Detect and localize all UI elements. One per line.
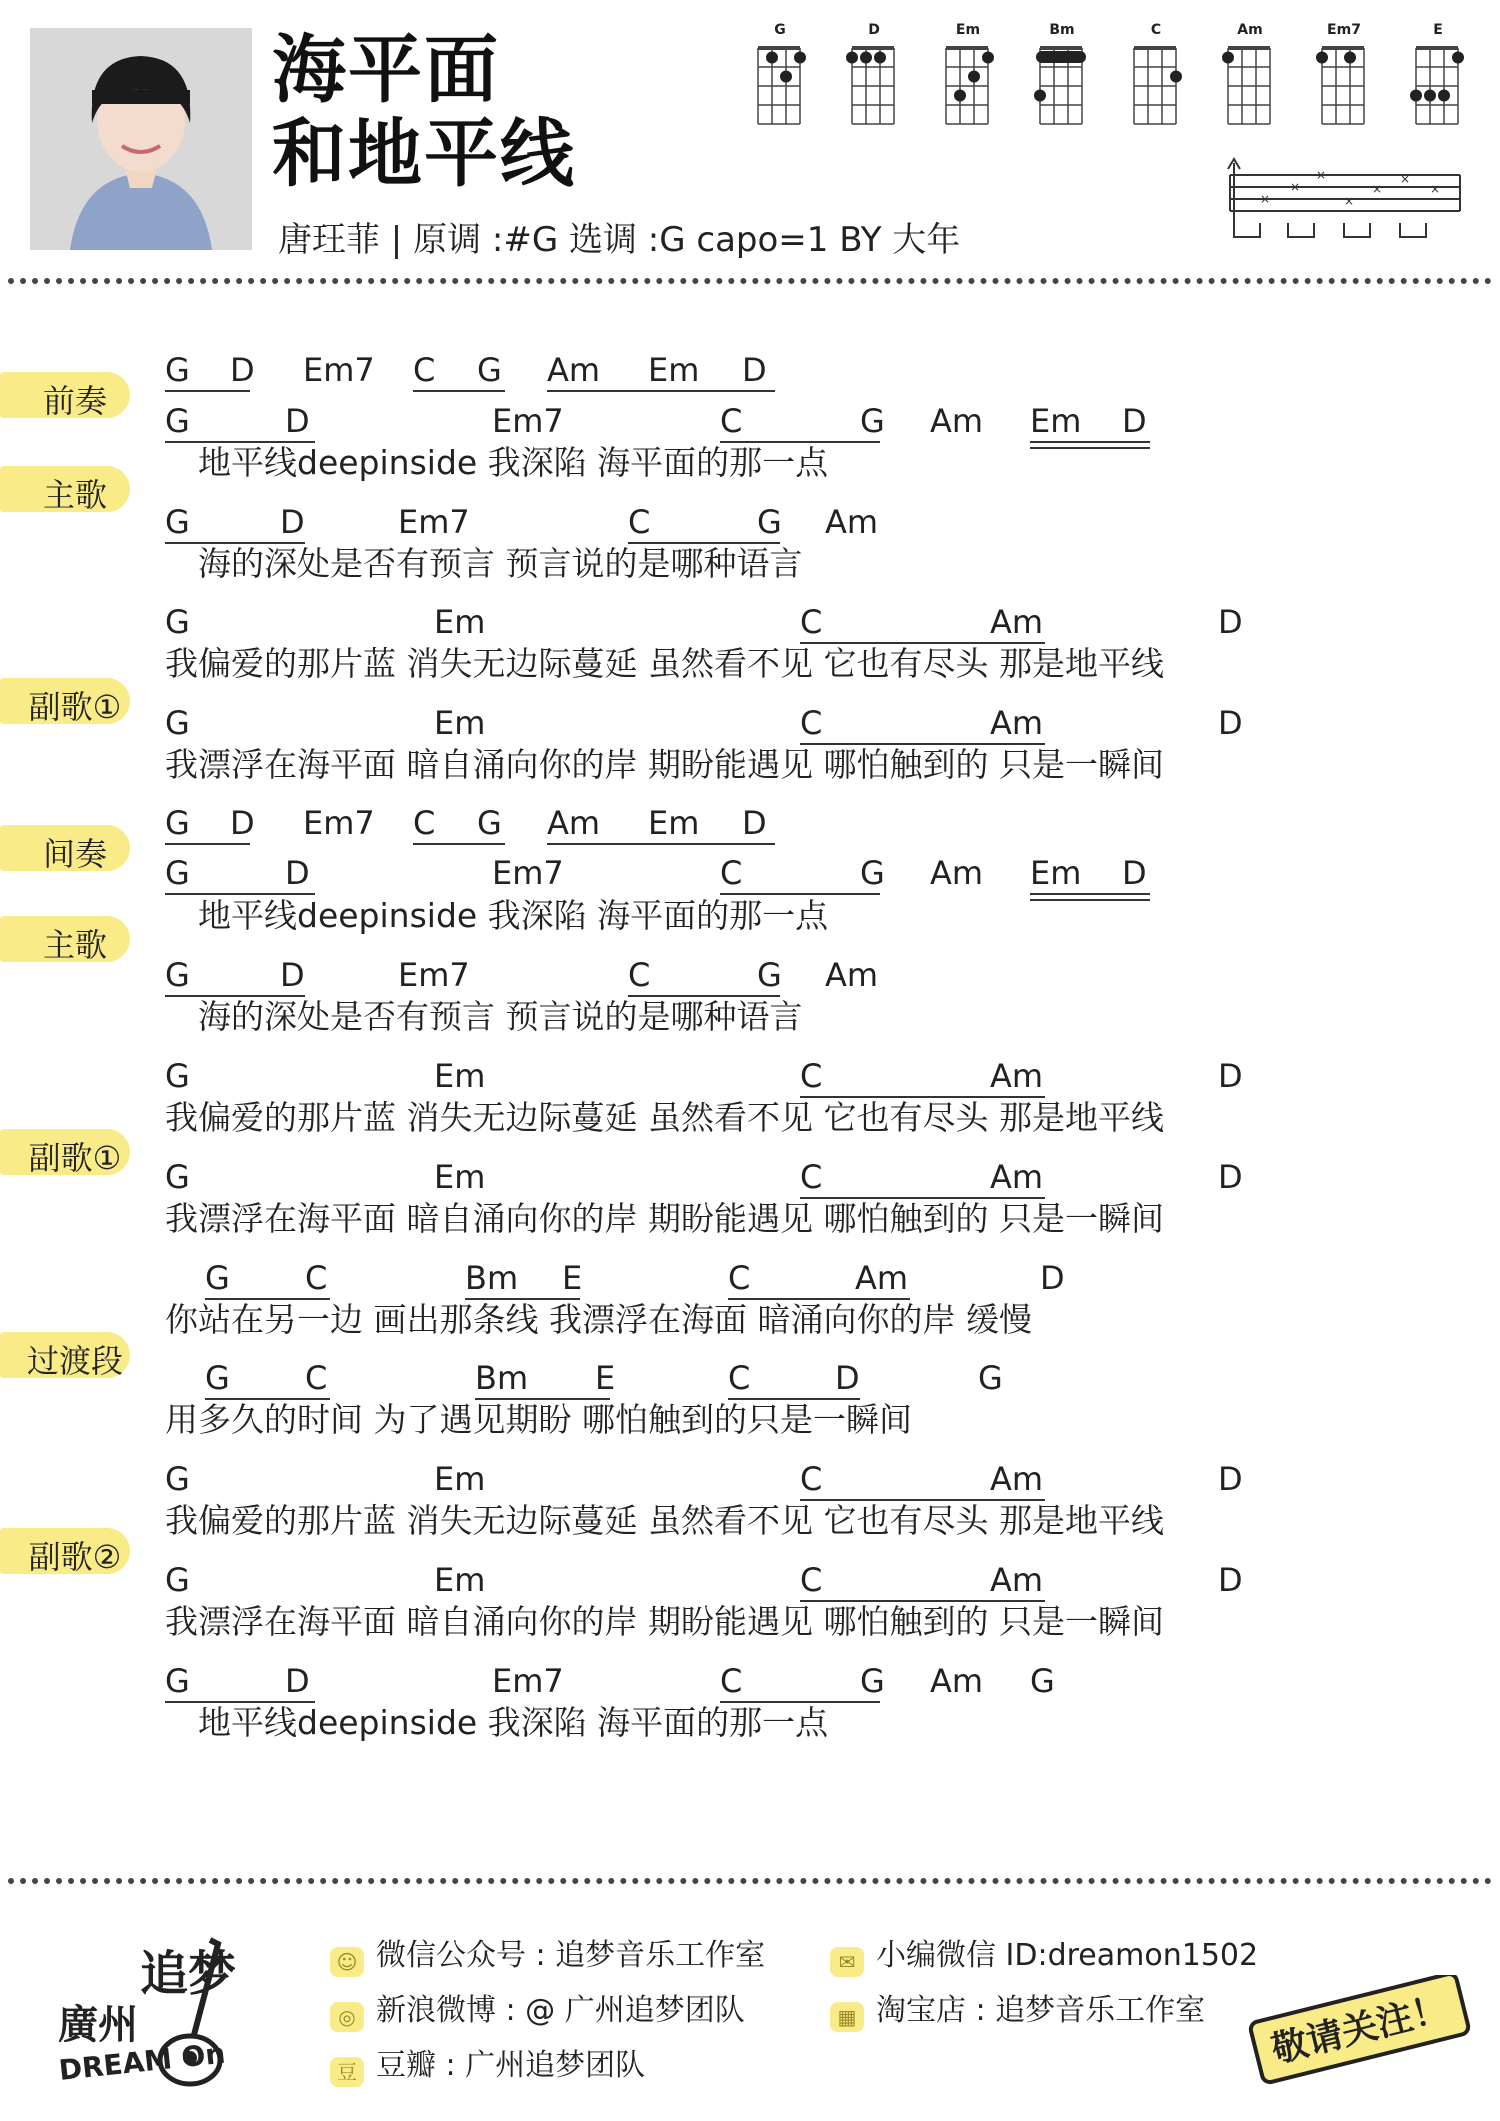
- chord-label: G: [978, 1359, 1003, 1397]
- section-label: [0, 1518, 170, 1582]
- song-meta: 唐玨菲 | 原调 :#G 选调 :G capo=1 BY 大年: [278, 220, 961, 260]
- svg-text:×: ×: [1400, 172, 1411, 186]
- douban-icon: 豆: [330, 2057, 364, 2087]
- section-label: [0, 906, 170, 970]
- chord-label: G: [165, 503, 190, 541]
- section-label: [0, 668, 170, 732]
- chord-label: G: [165, 1460, 190, 1498]
- chord-label: C: [800, 1561, 823, 1599]
- chord-label: Am: [547, 804, 601, 842]
- chord-label: Am: [930, 402, 984, 440]
- section-label-text: 副歌①: [28, 1139, 122, 1177]
- lyric-line: 海的深处是否有预言 预言说的是哪种语言: [198, 997, 803, 1036]
- chord-label: G: [165, 603, 190, 641]
- chord-beat-line: [1030, 441, 1150, 443]
- chord-label: G: [165, 1662, 190, 1700]
- section-label: [0, 362, 170, 426]
- finger-dot: [1452, 52, 1464, 64]
- chord-label: E: [562, 1259, 583, 1297]
- contact-taobao: [830, 1985, 1205, 2032]
- chord-label: G: [1030, 1662, 1055, 1700]
- section-label: [0, 1322, 170, 1386]
- chord-diagram-em7: [1312, 22, 1376, 132]
- chord-beat-line: [165, 843, 250, 845]
- section-label-text: 副歌②: [28, 1538, 122, 1576]
- chord-label: D: [1218, 603, 1243, 641]
- weibo-icon: ◎: [330, 2002, 364, 2032]
- chord-label: Am: [990, 1158, 1044, 1196]
- chord-label: D: [280, 956, 305, 994]
- chord-beat-line: [413, 843, 505, 845]
- chord-label: Em7: [492, 402, 564, 440]
- top-separator: [8, 278, 1492, 284]
- chord-label: Am: [825, 956, 879, 994]
- contact-douban-text: 豆瓣 : 广州追梦团队: [376, 2048, 646, 2083]
- chord-label: Am: [990, 1460, 1044, 1498]
- chord-label: C: [800, 704, 823, 742]
- chord-beat-line: [165, 893, 315, 895]
- chord-beat-line: [413, 390, 505, 392]
- section-label: [0, 456, 170, 520]
- chord-diagram-d: [842, 22, 906, 132]
- lyric-line: 海的深处是否有预言 预言说的是哪种语言: [198, 544, 803, 583]
- chord-diagram-chart: [748, 22, 1476, 132]
- chord-label: Am: [855, 1259, 909, 1297]
- contact-wechat-text: 微信公众号 : 追梦音乐工作室: [376, 1938, 766, 1973]
- contact-editor: [830, 1930, 1258, 1977]
- finger-dot: [1438, 90, 1450, 102]
- chord-diagram-c: [1124, 22, 1188, 132]
- chat-icon: ✉: [830, 1947, 864, 1977]
- song-title: [272, 28, 576, 196]
- chord-label: C: [800, 1057, 823, 1095]
- finger-dot: [1410, 90, 1422, 102]
- finger-dot: [1344, 52, 1356, 64]
- lyric-line: 你站在另一边 画出那条线 我漂浮在海面 暗涌向你的岸 缓慢: [165, 1300, 1032, 1339]
- bottom-separator: [8, 1878, 1492, 1884]
- chord-diagram-e: [1406, 22, 1470, 132]
- chord-label: Em: [434, 704, 486, 742]
- lyric-line: 我漂浮在海平面 暗自涌向你的岸 期盼能遇见 哪怕触到的 只是一瞬间: [165, 1199, 1164, 1238]
- svg-text:×: ×: [1430, 182, 1441, 196]
- chord-label: C: [413, 351, 436, 389]
- chord-diagram-name: D: [868, 22, 880, 38]
- chord-label: C: [800, 1460, 823, 1498]
- chord-diagram-em: [936, 22, 1000, 132]
- svg-text:×: ×: [1316, 168, 1327, 182]
- fretboard-grid: [842, 42, 906, 132]
- section-label-text: 主歌: [42, 926, 107, 964]
- fretboard-grid: [1406, 42, 1470, 132]
- chord-label: G: [165, 1158, 190, 1196]
- chord-diagram-name: Am: [1237, 22, 1263, 38]
- chord-diagram-bm: [1030, 22, 1094, 132]
- svg-text:×: ×: [1372, 182, 1383, 196]
- lyric-line: 我偏爱的那片蓝 消失无边际蔓延 虽然看不见 它也有尽头 那是地平线: [165, 1501, 1164, 1540]
- finger-dot: [1170, 71, 1182, 83]
- chord-label: G: [860, 402, 885, 440]
- finger-dot: [1316, 52, 1328, 64]
- chord-label: Em: [434, 1561, 486, 1599]
- chord-label: C: [720, 1662, 743, 1700]
- wechat-icon: ☺: [330, 1947, 364, 1977]
- chord-label: D: [280, 503, 305, 541]
- chord-diagram-name: Em7: [1327, 22, 1361, 38]
- chord-label: Em: [1030, 854, 1082, 892]
- chord-label: D: [1122, 854, 1147, 892]
- finger-dot: [1222, 52, 1234, 64]
- logo-brand: DREAM On: [57, 2036, 227, 2087]
- chord-label: Em: [1030, 402, 1082, 440]
- chord-label: E: [595, 1359, 616, 1397]
- chord-label: G: [757, 503, 782, 541]
- logo-title: 追梦: [140, 1946, 237, 2002]
- logo-sub: 廣州: [58, 2002, 138, 2048]
- chord-label: G: [165, 402, 190, 440]
- chord-label: G: [477, 351, 502, 389]
- chord-label: D: [285, 402, 310, 440]
- chord-label: C: [413, 804, 436, 842]
- studio-logo: [40, 1920, 300, 2100]
- chord-label: D: [835, 1359, 860, 1397]
- chord-label: D: [742, 804, 767, 842]
- chord-label: Am: [990, 1057, 1044, 1095]
- chord-label: Em7: [303, 804, 375, 842]
- chord-label: C: [720, 854, 743, 892]
- chord-label: D: [285, 1662, 310, 1700]
- svg-text:×: ×: [1344, 194, 1355, 208]
- lyric-line: 用多久的时间 为了遇见期盼 哪怕触到的只是一瞬间: [165, 1400, 912, 1439]
- lyric-line: 我偏爱的那片蓝 消失无边际蔓延 虽然看不见 它也有尽头 那是地平线: [165, 644, 1164, 683]
- fretboard-grid: [748, 42, 812, 132]
- follow-text: 敬请关注！: [1267, 1987, 1453, 2072]
- contact-taobao-text: 淘宝店 : 追梦音乐工作室: [876, 1993, 1206, 2028]
- section-label-text: 间奏: [42, 835, 107, 873]
- chord-label: G: [165, 351, 190, 389]
- contact-wechat: [330, 1930, 765, 1977]
- chord-diagram-name: G: [774, 22, 786, 38]
- chord-label: G: [165, 804, 190, 842]
- section-label: [0, 1119, 170, 1183]
- chord-label: D: [230, 804, 255, 842]
- chord-label: Am: [990, 603, 1044, 641]
- svg-text:×: ×: [1260, 192, 1271, 206]
- contact-weibo-text: 新浪微博 : @ 广州追梦团队: [376, 1993, 745, 2028]
- fretboard-grid: [1030, 42, 1094, 132]
- chord-label: G: [757, 956, 782, 994]
- chord-diagram-g: [748, 22, 812, 132]
- section-label-text: 前奏: [42, 382, 107, 420]
- chord-label: Em: [434, 1158, 486, 1196]
- chord-beat-line: [547, 390, 775, 392]
- chord-label: D: [1218, 704, 1243, 742]
- chord-label: Am: [990, 1561, 1044, 1599]
- lyric-line: 地平线deepinside 我深陷 海平面的那一点: [198, 443, 829, 482]
- finger-dot: [846, 52, 858, 64]
- chord-label: D: [1040, 1259, 1065, 1297]
- lyric-line: 我偏爱的那片蓝 消失无边际蔓延 虽然看不见 它也有尽头 那是地平线: [165, 1098, 1164, 1137]
- chord-label: Em: [434, 603, 486, 641]
- contact-weibo: [330, 1985, 745, 2032]
- finger-dot: [1034, 90, 1046, 102]
- finger-dot: [780, 71, 792, 83]
- finger-dot: [874, 52, 886, 64]
- chord-label: C: [728, 1259, 751, 1297]
- chord-label: C: [728, 1359, 751, 1397]
- chord-diagram-name: Bm: [1049, 22, 1075, 38]
- fretboard-grid: [1312, 42, 1376, 132]
- chord-label: C: [628, 956, 651, 994]
- chord-beat-line: [720, 893, 880, 895]
- svg-text:×: ×: [1290, 180, 1301, 194]
- chord-beat-line: [165, 390, 250, 392]
- chord-label: Am: [547, 351, 601, 389]
- chord-label: C: [800, 603, 823, 641]
- finger-dot: [794, 52, 806, 64]
- chord-label: G: [165, 1057, 190, 1095]
- chord-label: G: [165, 1561, 190, 1599]
- lyric-line: 地平线deepinside 我深陷 海平面的那一点: [198, 1703, 829, 1742]
- chord-label: Am: [930, 854, 984, 892]
- chord-beat-line: [547, 843, 775, 845]
- chord-label: G: [860, 854, 885, 892]
- chord-diagram-name: Em: [955, 22, 981, 38]
- chord-label: Am: [930, 1662, 984, 1700]
- chord-label: Em7: [492, 1662, 564, 1700]
- fretboard-grid: [1218, 42, 1282, 132]
- chord-label: Em7: [303, 351, 375, 389]
- section-label: [0, 815, 170, 879]
- chord-label: G: [165, 704, 190, 742]
- chord-beat-line: [1030, 447, 1150, 449]
- lyric-line: 我漂浮在海平面 暗自涌向你的岸 期盼能遇见 哪怕触到的 只是一瞬间: [165, 745, 1164, 784]
- taobao-icon: ▦: [830, 2002, 864, 2032]
- chord-diagram-am: [1218, 22, 1282, 132]
- chord-label: D: [1218, 1158, 1243, 1196]
- strum-pattern: [1220, 155, 1470, 255]
- chord-diagram-name: E: [1433, 22, 1443, 38]
- chord-label: D: [742, 351, 767, 389]
- chord-label: Em: [434, 1057, 486, 1095]
- chord-label: G: [205, 1259, 230, 1297]
- chord-beat-line: [1030, 899, 1150, 901]
- lyric-line: 我漂浮在海平面 暗自涌向你的岸 期盼能遇见 哪怕触到的 只是一瞬间: [165, 1602, 1164, 1641]
- chord-label: D: [1218, 1460, 1243, 1498]
- chord-label: G: [165, 956, 190, 994]
- chord-label: G: [477, 804, 502, 842]
- chord-label: C: [305, 1259, 328, 1297]
- chord-label: D: [230, 351, 255, 389]
- chord-label: C: [800, 1158, 823, 1196]
- section-label-text: 主歌: [42, 476, 107, 514]
- chord-label: C: [628, 503, 651, 541]
- chord-label: Bm: [465, 1259, 519, 1297]
- finger-dot: [1424, 90, 1436, 102]
- chord-label: D: [1218, 1561, 1243, 1599]
- chord-label: Bm: [475, 1359, 529, 1397]
- contact-douban: [330, 2040, 645, 2087]
- finger-dot: [766, 52, 778, 64]
- chord-label: D: [1218, 1057, 1243, 1095]
- title-line-2: 和地平线: [272, 111, 576, 197]
- chord-label: Em: [648, 351, 700, 389]
- chord-label: Am: [825, 503, 879, 541]
- title-line-1: 海平面: [272, 27, 500, 113]
- finger-dot: [968, 71, 980, 83]
- chord-label: G: [860, 1662, 885, 1700]
- finger-dot: [982, 52, 994, 64]
- chord-label: C: [720, 402, 743, 440]
- chord-beat-line: [1030, 893, 1150, 895]
- chord-label: Em7: [398, 503, 470, 541]
- lyric-line: 地平线deepinside 我深陷 海平面的那一点: [198, 896, 829, 935]
- section-label-text: 副歌①: [28, 688, 122, 726]
- barre-mark: [1036, 51, 1086, 63]
- section-label-text: 过渡段: [26, 1342, 123, 1380]
- artist-photo: [30, 28, 252, 250]
- chord-label: C: [305, 1359, 328, 1397]
- chord-label: Em: [648, 804, 700, 842]
- chord-label: Em7: [492, 854, 564, 892]
- chord-label: Am: [990, 704, 1044, 742]
- fretboard-grid: [1124, 42, 1188, 132]
- contact-editor-text: 小编微信 ID:dreamon1502: [876, 1938, 1259, 1973]
- chord-label: G: [165, 854, 190, 892]
- finger-dot: [954, 90, 966, 102]
- finger-dot: [860, 52, 872, 64]
- follow-badge: [1240, 1975, 1480, 2085]
- chord-label: Em7: [398, 956, 470, 994]
- chord-diagram-name: C: [1150, 22, 1162, 38]
- fretboard-grid: [936, 42, 1000, 132]
- chord-label: Em: [434, 1460, 486, 1498]
- chord-label: D: [1122, 402, 1147, 440]
- chord-label: D: [285, 854, 310, 892]
- chord-label: G: [205, 1359, 230, 1397]
